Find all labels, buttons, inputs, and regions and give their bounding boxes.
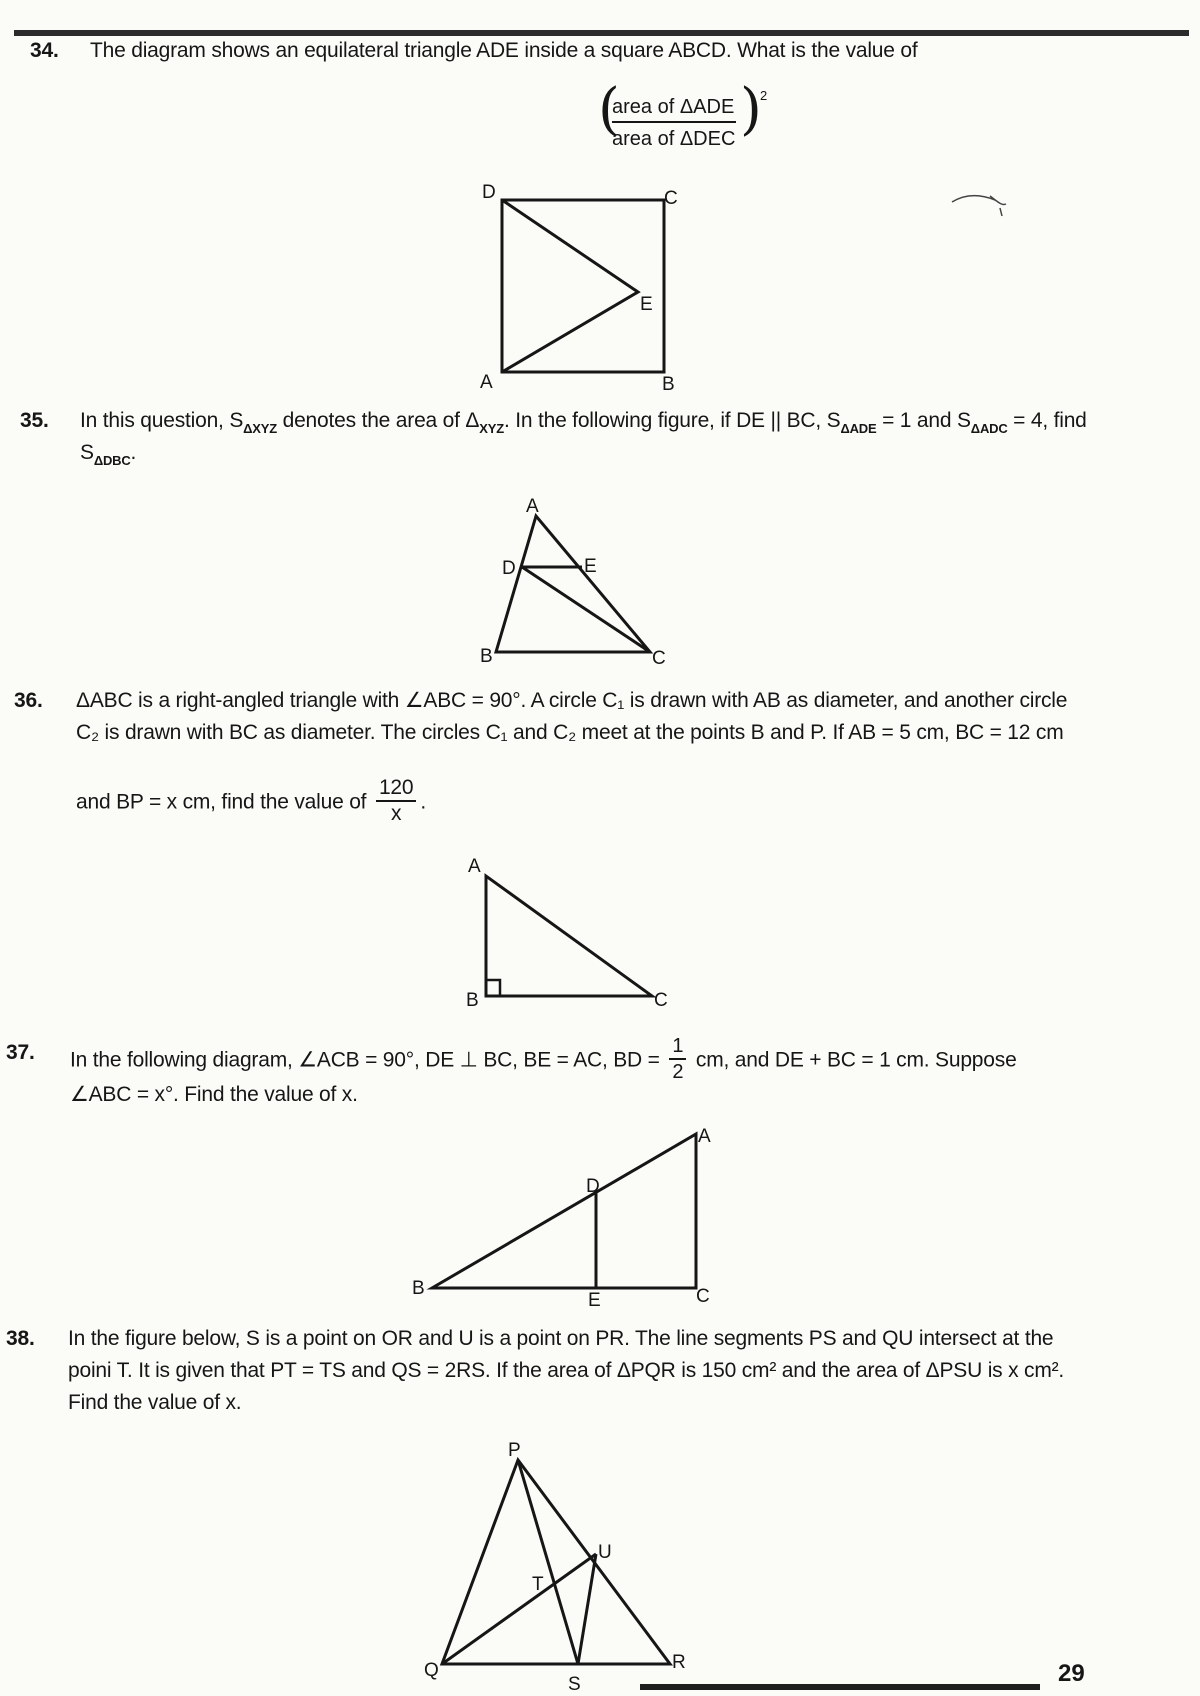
text-segment: cm, and DE + BC = 1 cm. Suppose	[695, 1048, 1017, 1072]
text-segment: .	[130, 441, 137, 464]
label-u: U	[598, 1542, 612, 1563]
text-segment: = 4, find	[1007, 409, 1087, 432]
subscript: ΔDBC	[93, 453, 131, 468]
text-segment: In the following diagram, ∠ACB = 90°, DE ⊥ BC, BE = AC, BD =	[70, 1048, 660, 1072]
fraction-exponent: 2	[760, 88, 768, 103]
text-segment: denotes the area of Δ	[276, 409, 480, 432]
subscript: ΔADC	[970, 421, 1008, 436]
label-b: B	[480, 646, 493, 667]
label-b: B	[412, 1278, 425, 1299]
label-d: D	[482, 182, 496, 203]
label-d: D	[586, 1176, 600, 1197]
label-t: T	[532, 1574, 544, 1595]
question-line-1: ΔABC is a right-angled triangle with ∠ABC = 90°. A circle C₁ is drawn with AB as diameter, and another circle	[76, 689, 1068, 712]
question-line-2: ∠ABC = x°. Find the value of x.	[70, 1083, 358, 1106]
label-c: C	[652, 648, 666, 669]
label-s: S	[568, 1674, 581, 1695]
page-number: 29	[1058, 1660, 1085, 1687]
right-paren: )	[740, 77, 762, 142]
fraction-denominator: 2	[672, 1061, 684, 1083]
fraction-denominator: area of ΔDEC	[612, 128, 736, 150]
label-a: A	[480, 372, 493, 393]
segment-us	[578, 1554, 596, 1664]
label-a: A	[468, 856, 481, 877]
fraction-numerator: 120	[376, 776, 416, 802]
text-segment: = 1 and S	[876, 409, 971, 432]
label-p: P	[508, 1440, 521, 1461]
subscript: ΔADE	[840, 421, 877, 436]
label-b: B	[466, 990, 479, 1011]
subscript: XYZ	[479, 421, 504, 436]
question-number: 38.	[6, 1327, 35, 1350]
question-line-3: Find the value of x.	[68, 1391, 242, 1414]
question-text: The diagram shows an equilateral triangle ADE inside a square ABCD. What is the value of	[90, 39, 918, 62]
text-segment: and BP = x cm, find the value of	[76, 790, 367, 814]
text-segment: . In the following figure, if DE || BC, S	[503, 409, 841, 432]
label-a: A	[526, 496, 539, 517]
label-b: B	[662, 374, 675, 395]
label-c: C	[664, 188, 678, 209]
label-c: C	[696, 1286, 710, 1307]
question-number: 35.	[20, 409, 49, 432]
text-segment: .	[420, 790, 427, 814]
question-number: 34.	[30, 39, 59, 62]
text-segment: S	[80, 441, 94, 464]
subscript: ΔXYZ	[243, 421, 277, 436]
triangle-pqr	[442, 1460, 670, 1664]
fraction-numerator: area of ΔADE	[612, 96, 736, 123]
label-r: R	[672, 1652, 686, 1673]
label-d: D	[502, 558, 516, 579]
text-segment: In this question, S	[80, 409, 244, 432]
label-e: E	[640, 294, 653, 315]
fraction-denominator: x	[391, 802, 402, 825]
question-line-2: C₂ is drawn with BC as diameter. The circles C₁ and C₂ meet at the points B and P. If AB = 5 cm, BC = 12 cm	[76, 721, 1064, 744]
bottom-rule	[640, 1684, 1040, 1690]
label-a: A	[698, 1126, 711, 1147]
question-line-1: In the figure below, S is a point on OR and U is a point on PR. The line segments PS and QU intersect at the	[68, 1327, 1054, 1350]
label-c: C	[654, 990, 668, 1011]
label-e: E	[584, 556, 597, 577]
label-q: Q	[424, 1660, 439, 1681]
question-number: 37.	[6, 1041, 35, 1064]
fraction-numerator: 1	[669, 1034, 686, 1060]
question-number: 36.	[14, 689, 43, 712]
segment-ps	[518, 1460, 578, 1664]
left-paren: (	[598, 77, 620, 142]
question-line-2: poini T. It is given that PT = TS and QS = 2RS. If the area of ΔPQR is 150 cm² and the area of ΔPSU is x cm².	[68, 1359, 1065, 1382]
label-e: E	[588, 1290, 601, 1311]
pen-mark	[950, 190, 1030, 230]
